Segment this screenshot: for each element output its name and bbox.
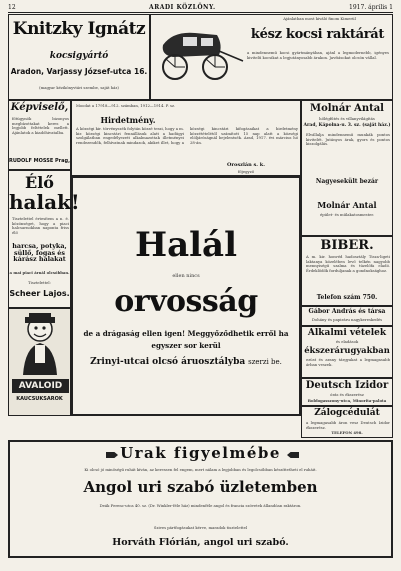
kepviselo-firm: RUDOLF MOSSE Prag, (9, 158, 70, 164)
molnar-address: Arad, Kápolna-u. 3. sz. (saját ház.) (303, 123, 391, 128)
urak-address: Deák Ferenc-utca 40. sz. (Dr. Winkler-féle ház) mindenféle angol és francia szövetek állandóan raktáron. (99, 503, 302, 508)
avaloid-sub: KAUCSUKSAROK (16, 396, 63, 402)
hirdetmeny-head: Moodat a 17918—912. számban, 1912—1914. P. sz. (76, 103, 176, 108)
zalog-ad (301, 406, 393, 438)
zalog-title: Zálogcédulát (314, 408, 380, 418)
halak-items: harcsa, potyka, süllő, fogas és kárász halakat (12, 242, 67, 264)
kepviselo-title: Képviselő, (10, 102, 69, 113)
alkalmi-body: ezüst és arany tárgyakat a legmagasabb árban veszek. (306, 357, 390, 367)
urak-shop: Angol uri szabó üzletemben (83, 478, 318, 496)
molnar-body: Elvállalja mindennemű munkák pontos kivitelét. Jutányos árak, gyors és pontos kiszolgálás. (306, 132, 390, 147)
gabor-sub: Dohány és papiráru nagykereskedés (311, 317, 383, 322)
kepviselo-body: főtügynök bizonyos megbízottakat keres a legjobb feltételek mellett. Ajánlatok a kiadóhivatalba. (12, 116, 69, 135)
page-number: 12 (8, 3, 16, 11)
hirdetmeny-signer: Oroszlán s. k. (227, 162, 265, 168)
zalog-body: a legmagasabb áron vesz Deutsch Izidor ékszerész. (306, 420, 390, 430)
molnar-title: Molnár Antal (310, 103, 384, 114)
molnar-extra: Molnár Antal (317, 200, 377, 210)
kepviselo-ad (8, 100, 71, 170)
biber-phone: Telefon szám 750. (316, 294, 378, 301)
halak-intro: Tisztelettel értesítem a n. é. közönséget, hogy a piaci halcsarnokban naponta friss élő (12, 216, 69, 235)
page-header (8, 2, 393, 13)
carriage-illustration (153, 21, 245, 83)
halal-word: orvosság (114, 284, 258, 319)
elo-halak-ad (8, 170, 80, 308)
carriage-headline: kész kocsi raktárát (250, 27, 385, 42)
halak-owner: Scheer Lajos. (9, 289, 70, 298)
urak-owner: Horváth Flórián, angol uri szabó. (112, 537, 289, 548)
halak-respect: Tisztelettel: (28, 280, 51, 285)
halal-ad (71, 176, 301, 416)
alkalmi-ad (301, 326, 393, 378)
carriage-body: a mindennemű kocsi gyártmányában, ajánl a legmodernebb, igényes kivitelű kocsikat a legjutányosabb árakon. Javításokat olcsón vállal. (247, 50, 389, 60)
alkalmi-title: Alkalmi vételek (307, 328, 387, 338)
newspaper-title: ARADI KÖZLÖNY. (149, 3, 216, 11)
gabor-title: Gábor András és társa (308, 308, 386, 315)
carriage-top-line: Ajánlatban most kiváló finom Kimerül (283, 16, 356, 21)
urak-line: Ki olcsó jó minőségű ruhát kíván, az keressen fel engem, mert nálam a legjobban és legolcsóbban készíttetheti el ruháit. (84, 467, 317, 472)
knitzky-address: Aradon, Varjassy József-utca 16. (10, 67, 148, 76)
halak-note: a mai piaci árnál olcsóbban. (9, 270, 70, 275)
hirdetmeny-title: Hirdetmény. (100, 115, 156, 125)
zalog-phone: TELEFON 498. (331, 430, 363, 435)
biber-ad (301, 236, 393, 306)
urak-note: Szives pártfogásukat kérve, maradok tisztelettel (153, 525, 248, 530)
deutsch-title: Deutsch Izidor (305, 380, 389, 391)
molnar-brand: Nagyesekült bezár (315, 178, 379, 185)
molnar-extra2: épület- és műlakatosmester. (319, 212, 375, 217)
hirdetmeny-body: A községi kir. törvényszék folytán közzé teszi, hogy a m. kir. községi kincstári fennállásuk alatt a hadügyi szolgálatban engedélyezett alkalmazottak illetményei rendezendők, felhívatnak mindazok, akiket illet, hogy a községi kincstári kifogásaikat a hirdetmény közzétételétől számított 15 nap alatt a községi elöljáróságnál bejelentsék. Arad, 1917. évi március hó 28-án. (76, 126, 298, 145)
urak-title: Urak figyelmébe (120, 444, 281, 462)
halal-text2: Zrinyi-utcai (90, 357, 150, 367)
halal-sub: ellen nincs (172, 273, 200, 279)
alkalmi-word: ékszerárugyakban (304, 345, 390, 355)
avaloid-ad (8, 308, 71, 416)
deutsch-address: Boldogasszony-utca, Minorita-palota (307, 398, 387, 403)
biber-title: BIBER. (320, 238, 374, 253)
knitzky-ad (8, 14, 150, 100)
halal-bottom-line (81, 356, 291, 368)
urak-banner (8, 440, 393, 558)
halal-text3: olcsó áruosztályba (152, 357, 246, 367)
gabor-ad (301, 306, 393, 326)
molnar-ad (301, 100, 393, 236)
avaloid-brand: AVALOID (12, 379, 69, 393)
elo-title: Élő (25, 173, 54, 192)
knitzky-name: Knitzky Ignátz (12, 19, 146, 39)
hirdetmeny-notice (71, 100, 301, 176)
molnar-sub: hőlégfűtés és villanyvilágítás (319, 116, 375, 121)
deutsch-sub: órás és ékszerész (330, 392, 364, 397)
knitzky-note: (magyar kézikönyvtári szembe, saját ház) (39, 85, 119, 90)
biber-body: A m. kir. honvéd hadosztály Tisza-ligeti laktanya közelében levő telkén nagyobb mennyiségű szalma és tüzelőfa eladó. Érdeklődők forduljanak a gondnoksághoz. (306, 254, 390, 273)
issue-date: 1917. április 1 (349, 3, 393, 11)
halal-text4: szerzi be. (248, 358, 282, 366)
avaloid-figure (15, 313, 65, 377)
alkalmi-sub: és eladások (335, 339, 359, 344)
carriage-ad (150, 14, 393, 100)
hirdetmeny-role: főjegyző (238, 169, 254, 174)
deutsch-ad (301, 378, 393, 406)
halak-title: halak! (9, 190, 80, 214)
halal-text1: de a drágaság ellen igen! Meggyőződhetik erről ha egyszer sor kerül (83, 329, 289, 350)
knitzky-trade: kocsigyártó (49, 51, 109, 61)
halal-title: Halál (134, 225, 238, 265)
